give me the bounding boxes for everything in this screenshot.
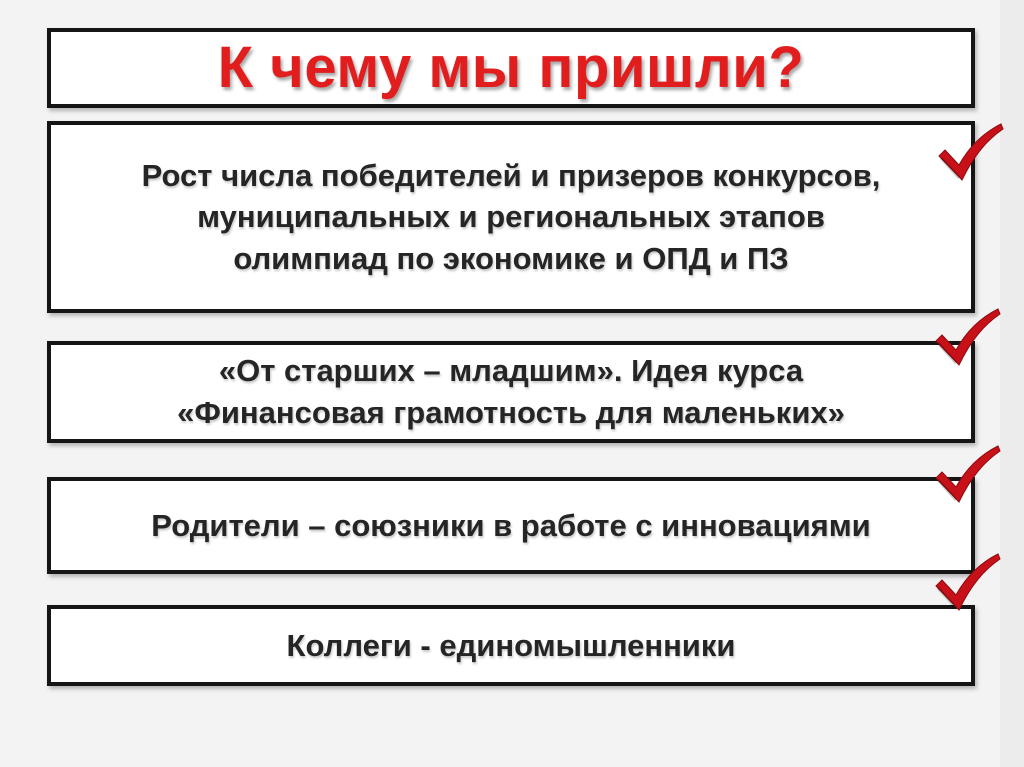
red-checkmark-icon — [932, 552, 1002, 616]
achievement-4-line-1: Коллеги - единомышленники — [286, 627, 736, 663]
title-box — [47, 28, 975, 108]
achievement-1-line-1: Рост числа победителей и призеров конкурсов, — [141, 157, 881, 193]
achievement-text-2 — [155, 350, 867, 433]
red-checkmark-icon — [935, 122, 1005, 186]
red-checkmark-icon — [932, 307, 1002, 371]
achievement-3-line-1: Родители – союзники в работе с инновациями — [151, 507, 871, 543]
achievement-2-line-2: «Финансовая грамотность для маленьких» — [177, 395, 845, 430]
achievement-box-1 — [47, 121, 975, 313]
achievement-text-1 — [120, 155, 903, 280]
red-checkmark-icon — [932, 444, 1002, 508]
slide-edge — [1000, 0, 1024, 767]
achievement-text-3 — [129, 505, 892, 547]
slide-title: К чему мы пришли? — [217, 35, 805, 100]
achievement-box-4 — [47, 605, 975, 686]
achievement-text-4 — [265, 625, 758, 667]
achievement-box-3 — [47, 477, 975, 574]
achievement-2-line-1: «От старших – младшим». Идея курса — [218, 353, 804, 389]
achievement-1-line-2: муниципальных и региональных этапов — [197, 199, 825, 235]
achievement-box-2 — [47, 341, 975, 443]
achievement-1-line-3: олимпиад по экономике и ОПД и ПЗ — [233, 240, 789, 276]
